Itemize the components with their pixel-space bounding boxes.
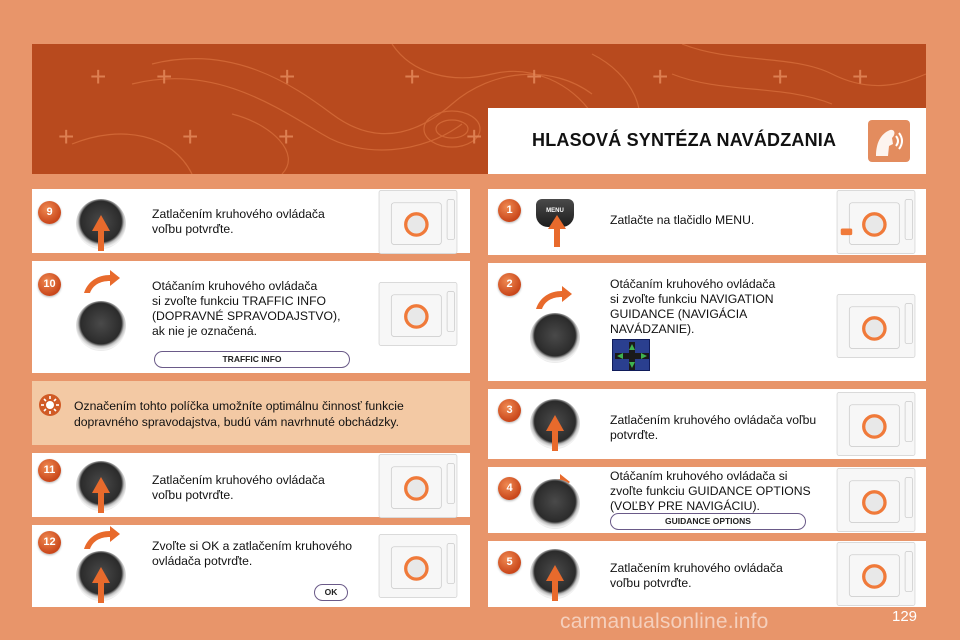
svg-text:+: + [466, 121, 483, 152]
step-5-box [488, 541, 926, 607]
hint-text: Označením tohto políčka umožníte optimálnu činnosť funkcie dopravného spravodajstva, budú vám navrhnuté obchádzky. [74, 399, 404, 429]
step-1-box [488, 189, 926, 255]
svg-text:+: + [156, 61, 173, 92]
press-arrow-icon [90, 213, 112, 253]
svg-text:+: + [278, 121, 295, 152]
page-number: 129 [892, 608, 918, 625]
svg-text:+: + [404, 61, 421, 92]
step-3-text: Zatlačením kruhového ovládača voľbu potvrďte. [610, 413, 817, 442]
rotary-knob-icon [76, 301, 126, 351]
rotate-arrow-icon [82, 269, 122, 295]
control-panel-icon [837, 294, 916, 358]
step-11-text: Zatlačením kruhového ovládača voľbu potvrďte. [152, 473, 325, 502]
step-number-badge: 5 [498, 551, 521, 574]
step-5-text: Zatlačením kruhového ovládača voľbu potvrďte. [610, 561, 783, 590]
step-number-badge: 11 [38, 459, 61, 482]
control-panel-icon [379, 534, 458, 598]
step-4-box [488, 467, 926, 533]
control-panel-icon [837, 392, 916, 456]
press-arrow-icon [546, 213, 568, 249]
step-9-box [32, 189, 470, 253]
control-panel-icon [379, 454, 458, 518]
step-9-text: Zatlačením kruhového ovládača voľbu potvrďte. [152, 207, 325, 236]
step-number-badge: 10 [38, 273, 61, 296]
rotate-arrow-icon [534, 285, 574, 311]
svg-text:+: + [652, 61, 669, 92]
navigation-crosshair-icon [612, 339, 650, 371]
control-panel-icon [837, 468, 916, 532]
hint-box [32, 381, 470, 445]
title-box [488, 108, 926, 174]
menu-button-icon: MENU [536, 199, 574, 227]
step-number-badge: 3 [498, 399, 521, 422]
control-panel-icon [837, 190, 916, 254]
sun-tip-icon [38, 393, 62, 417]
watermark: carmanualsonline.info [560, 610, 769, 633]
step-number-badge: 12 [38, 531, 61, 554]
svg-text:+: + [852, 61, 869, 92]
guidance-options-label: GUIDANCE OPTIONS [610, 513, 806, 530]
svg-text:+: + [279, 61, 296, 92]
press-arrow-icon [544, 413, 566, 453]
rotate-arrow-icon [82, 525, 122, 551]
step-3-box [488, 389, 926, 459]
control-panel-icon [837, 542, 916, 606]
step-12-box [32, 525, 470, 607]
step-number-badge: 9 [38, 201, 61, 224]
step-number-badge: 2 [498, 273, 521, 296]
press-arrow-icon [90, 475, 112, 515]
step-10-box [32, 261, 470, 373]
rotary-knob-icon [530, 479, 580, 529]
page-title: HLASOVÁ SYNTÉZA NAVÁDZANIA [532, 130, 837, 150]
step-number-badge: 1 [498, 199, 521, 222]
step-4-text: Otáčaním kruhového ovládača si zvoľte funkciu GUIDANCE OPTIONS (VOĽBY PRE NAVIGÁCIU). [610, 469, 811, 513]
step-1-text: Zatlačte na tlačidlo MENU. [610, 213, 755, 227]
step-number-badge: 4 [498, 477, 521, 500]
svg-text:+: + [526, 61, 543, 92]
rotary-knob-icon [530, 313, 580, 363]
press-arrow-icon [544, 563, 566, 603]
svg-text:+: + [58, 121, 75, 152]
ok-label: OK [314, 584, 348, 601]
voice-speech-icon [868, 120, 910, 162]
svg-text:+: + [182, 121, 199, 152]
control-panel-icon [379, 190, 458, 254]
traffic-info-label: TRAFFIC INFO [154, 351, 350, 368]
press-arrow-icon [90, 565, 112, 605]
step-2-box [488, 263, 926, 381]
svg-text:+: + [772, 61, 789, 92]
svg-text:+: + [90, 61, 107, 92]
step-12-text: Zvoľte si OK a zatlačením kruhového ovládača potvrďte. [152, 539, 352, 568]
step-10-text: Otáčaním kruhového ovládača si zvoľte funkciu TRAFFIC INFO (DOPRAVNÉ SPRAVODAJSTVO), ak nie je označená. [152, 279, 341, 338]
step-11-box [32, 453, 470, 517]
step-2-text: Otáčaním kruhového ovládača si zvoľte funkciu NAVIGATION GUIDANCE (NAVIGÁCIA NAVÁDZANIE). [610, 277, 776, 336]
control-panel-icon [379, 282, 458, 346]
